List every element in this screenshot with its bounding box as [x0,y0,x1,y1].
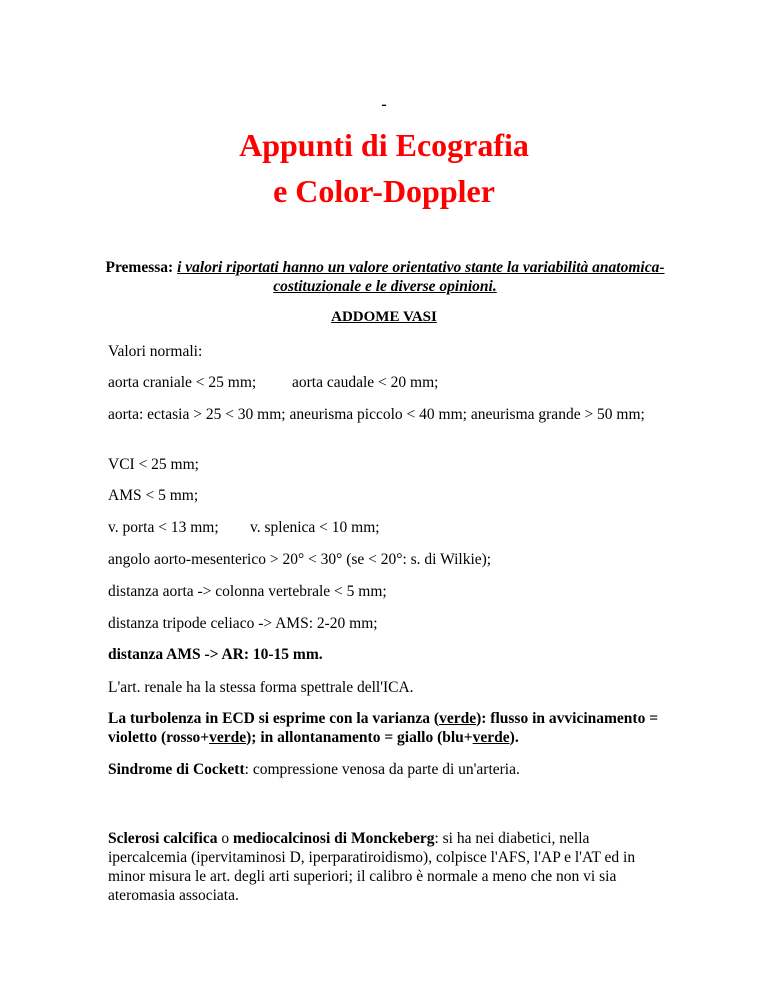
sclerosi-paragraph [108,829,668,905]
aorta-row [108,373,668,392]
cockett-name: Sindrome di Cockett [108,761,245,778]
art-renale: L'art. renale ha la stessa forma spettrale dell'ICA. [108,679,414,696]
page-title-line1: Appunti di Ecografia [239,127,529,163]
angolo: angolo aorto-mesenterico > 20° < 30° (se < 20°: s. di Wilkie); [108,551,492,568]
aorta-caudale: aorta caudale < 20 mm; [292,374,439,391]
premessa-label: Premessa: [105,259,174,276]
turbolenza-t4: ). [509,729,519,746]
turbolenza-t2: ): flusso in avvicinamento = violetto (rosso+ [108,710,659,746]
premessa-text: i valori riportati hanno un valore orientativo stante la variabilità anatomica-costituzionale e le diverse opinioni. [177,259,665,295]
turbolenza-verde3: verde [472,729,510,746]
cockett-paragraph [108,760,668,779]
v-splenica: v. splenica < 10 mm; [250,519,380,536]
v-porta: v. porta < 13 mm; [108,519,219,536]
turbolenza-verde2: verde [209,729,247,746]
distanza-tripode: distanza tripode celiaco -> AMS: 2-20 mm; [108,615,378,632]
aorta-ectasia: aorta: ectasia > 25 < 30 mm; aneurisma piccolo < 40 mm; aneurisma grande > 50 mm; [108,406,645,423]
sclerosi-name1: Sclerosi calcifica [108,830,218,847]
turbolenza-paragraph [108,709,668,747]
valori-normali: Valori normali: [108,343,203,360]
sclerosi-o: o [217,830,233,847]
turbolenza-t3: ); in allontanamento = giallo (blu+ [246,729,473,746]
header-dash: - [381,96,387,113]
sclerosi-text: : si ha nei diabetici, nella ipercalcemia (ipervitaminosi D, iperparatiroidismo), colpisce l'AFS, l'AP e l'AT ed in minor misura le art. degli arti superiori; il calibro è normale a meno che non vi sia ateromasia associata. [108,830,636,904]
page-title-line2: e Color-Doppler [273,173,495,209]
vci: VCI < 25 mm; [108,456,199,473]
turbolenza-t1: La turbolenza in ECD si esprime con la varianza ( [108,710,440,727]
premessa-paragraph [100,258,670,296]
sclerosi-name2: mediocalcinosi di Monckeberg [232,830,435,847]
aorta-craniale: aorta craniale < 25 mm; [108,374,257,391]
section-heading: ADDOME VASI [331,309,437,325]
distanza-ar: distanza AMS -> AR: 10-15 mm. [108,646,323,663]
cockett-text: : compressione venosa da parte di un'arteria. [244,761,520,778]
distanza-colonna: distanza aorta -> colonna vertebrale < 5 mm; [108,583,387,600]
ams: AMS < 5 mm; [108,487,199,504]
turbolenza-verde1: verde [439,710,477,727]
porta-row [108,518,668,537]
